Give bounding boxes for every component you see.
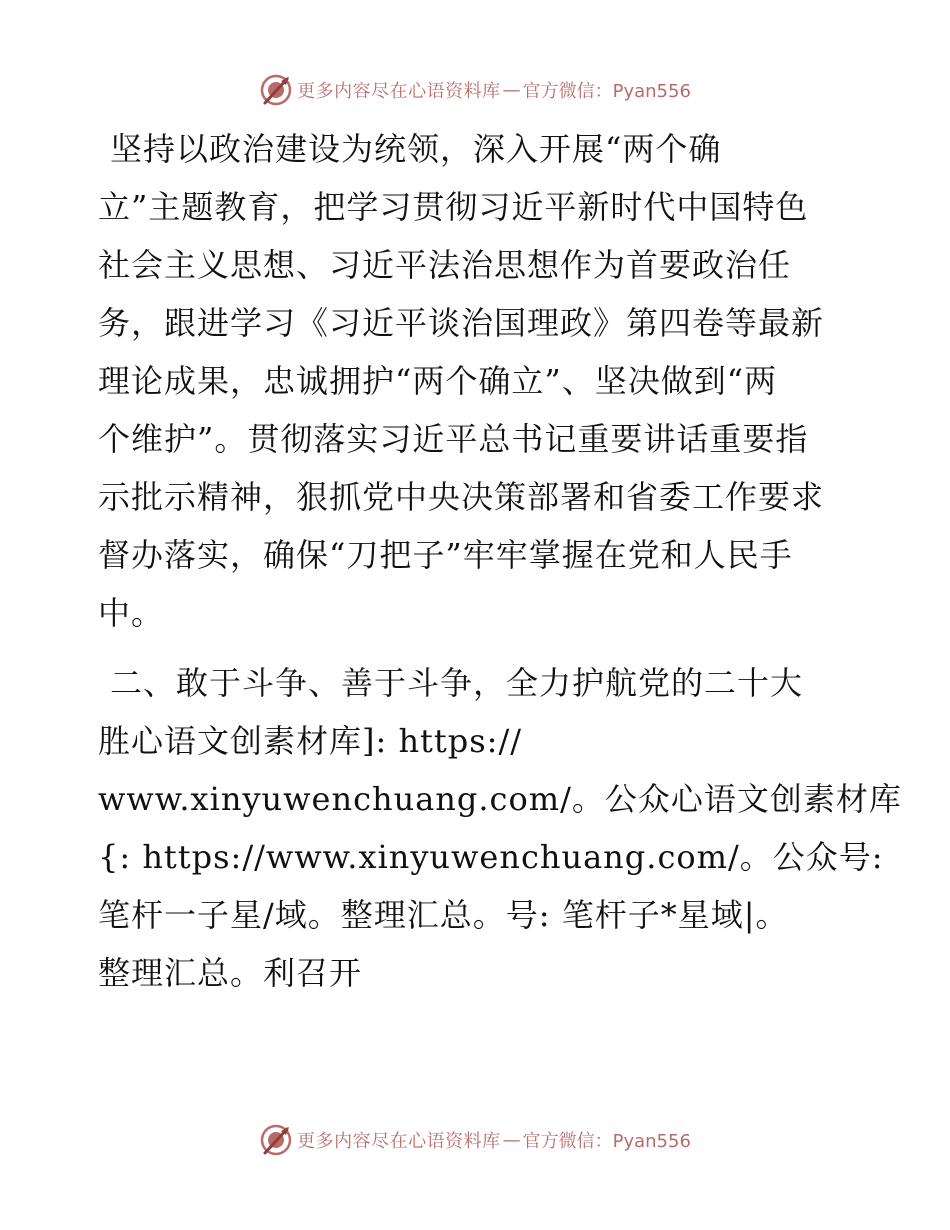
paragraph-1 — [98, 120, 858, 642]
document-body — [98, 120, 902, 1002]
text-line: {: https://www.xinyuwenchuang.com/。公众号: — [98, 838, 884, 876]
footer-banner-contact: 官方微信：Pyan556 — [522, 1131, 691, 1152]
header-banner-contact: 官方微信：Pyan556 — [522, 81, 691, 102]
text-line: 中。 — [98, 594, 165, 632]
text-line: 务，跟进学习《习近平谈治国理政》第四卷等最新 — [98, 304, 825, 342]
text-line: 笔杆一子星/域。整理汇总。号: 笔杆子*星域|。 — [98, 896, 789, 934]
text-line: 示批示精神，狠抓党中央决策部署和省委工作要求 — [98, 478, 825, 516]
paragraph-2 — [98, 654, 902, 1002]
footer-banner-separator: — — [502, 1129, 521, 1151]
text-line: 个维护”。贯彻落实习近平总书记重要讲话重要指 — [98, 420, 809, 458]
text-line: 二、敢于斗争、善于斗争，全力护航党的二十大 — [110, 664, 804, 702]
footer-banner — [0, 1118, 950, 1162]
quill-seal-icon — [259, 1123, 293, 1157]
text-line: 理论成果，忠诚拥护“两个确立”、坚决做到“两 — [98, 362, 778, 400]
text-line: 立”主题教育，把学习贯彻习近平新时代中国特色 — [98, 188, 809, 226]
quill-seal-icon — [259, 73, 293, 107]
text-line: 社会主义思想、习近平法治思想作为首要政治任 — [98, 246, 792, 284]
text-line: 整理汇总。利召开 — [98, 954, 363, 992]
header-banner — [0, 68, 950, 112]
text-line: 督办落实，确保“刀把子”牢牢掌握在党和人民手 — [98, 536, 793, 574]
header-banner-text: 更多内容尽在心语资料库 — [297, 81, 501, 102]
text-line: www.xinyuwenchuang.com/。公众心语文创素材库 — [98, 780, 902, 818]
footer-banner-text: 更多内容尽在心语资料库 — [297, 1131, 501, 1152]
text-line: 胜心语文创素材库]: https:// — [98, 722, 523, 760]
text-line: 坚持以政治建设为统领，深入开展“两个确 — [110, 130, 722, 168]
header-banner-separator: — — [502, 79, 521, 101]
